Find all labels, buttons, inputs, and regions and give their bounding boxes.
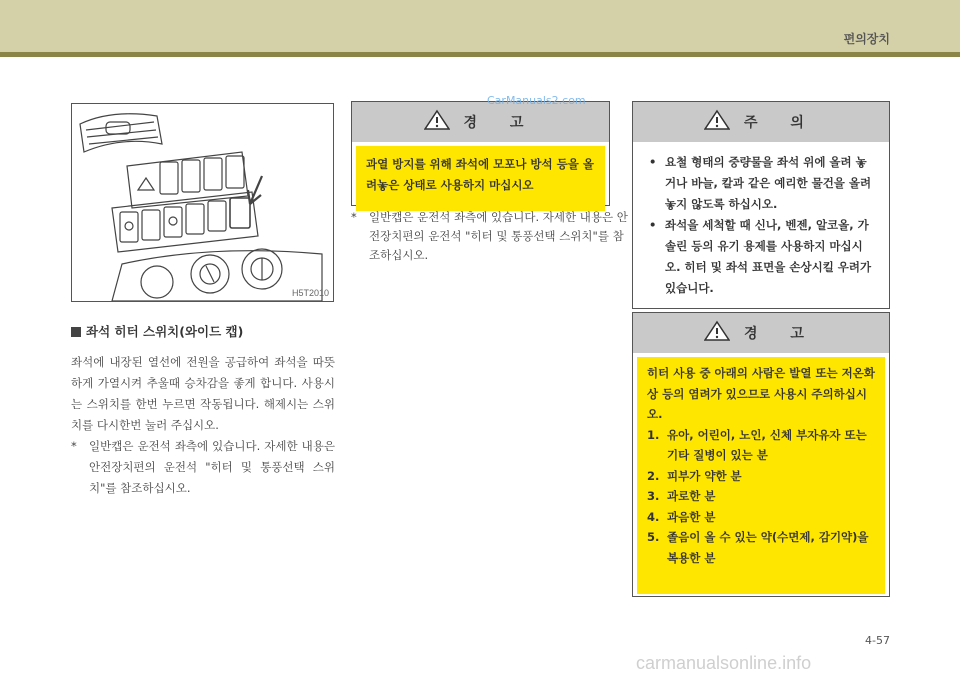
mid-note (351, 208, 631, 265)
header-bar (0, 0, 960, 52)
section-title: 편의장치 (843, 32, 890, 46)
warning-header (352, 102, 609, 142)
square-bullet-icon (71, 327, 81, 337)
warning-box-burn (632, 312, 890, 597)
dashboard-illustration (71, 103, 334, 302)
caution-list (637, 146, 885, 305)
warning-box-overheat (351, 101, 610, 206)
warning-triangle-icon (704, 320, 730, 346)
caution-header (633, 102, 889, 142)
note-asterisk: * (71, 439, 77, 453)
warning-title: 경 고 (463, 115, 538, 131)
body-note (71, 436, 335, 499)
watermark-bottom: carmanualsonline.info (636, 653, 812, 673)
warning-text: 과열 방지를 위해 좌석에 모포나 방석 등을 올려놓은 상태로 사용하지 마십시오 (356, 146, 605, 211)
warning-item: 2. 피부가 약한 분 (647, 468, 742, 483)
warning-item: 4. 과음한 분 (647, 509, 716, 524)
watermark-top: CarManuals2.com (487, 94, 586, 107)
header-divider (0, 52, 960, 57)
caution-item: • 좌석을 세척할 때 신나, 벤젠, 알코올, 가솔린 등의 유기 용제를 사용하지 마십시오. 히터 및 좌석 표면을 손상시킬 우려가 있습니다. (649, 218, 872, 295)
figure-code: H5T2010 (291, 288, 329, 298)
warning-triangle-icon (424, 109, 450, 135)
caution-item: • 요철 형태의 중량물을 좌석 위에 올려 놓거나 바늘, 칼과 같은 예리한 물건을 올려 놓지 않도록 하십시오. (649, 155, 872, 211)
mid-note-text: 일반캡은 운전석 좌측에 있습니다. 자세한 내용은 안전장치편의 운전석 "히터 및 통풍선택 스위치"를 참조하십시오. (369, 210, 628, 262)
caution-title: 주 의 (744, 115, 818, 131)
page-number: 4-57 (865, 634, 890, 647)
note-text: 일반캡은 운전석 좌측에 있습니다. 자세한 내용은 안전장치편의 운전석 "히터 및 통풍선택 스위치"를 참조하십시오. (89, 439, 335, 495)
caution-box (632, 101, 890, 309)
warning-title: 경 고 (744, 326, 818, 342)
warning-item: 1. 유아, 어린이, 노인, 신체 부자유자 또는 기타 질병이 있는 분 (647, 427, 867, 462)
switch-panel-drawing (72, 104, 333, 301)
body-text (71, 352, 335, 499)
warning-item: 3. 과로한 분 (647, 489, 716, 503)
warning-burn-body (637, 357, 885, 594)
warning-header (633, 313, 889, 353)
note-asterisk: * (351, 210, 357, 224)
caution-triangle-icon (704, 109, 730, 135)
section-heading: 좌석 히터 스위치(와이드 캡) (71, 322, 243, 340)
body-paragraph: 좌석에 내장된 열선에 전원을 공급하여 좌석을 따뜻하게 가열시켜 추울때 승차감을 좋게 합니다. 사용시는 스위치를 한번 누르면 작동됩니다. 해제시는 스위치를 다시한번 눌러 주십시오. (71, 355, 335, 432)
warning-item: 5. 졸음이 올 수 있는 약(수면제, 감기약)을 복용한 분 (647, 530, 869, 565)
warning-intro: 히터 사용 중 아래의 사람은 발열 또는 저온화상 등의 염려가 있으므로 사용시 주의하십시오. (647, 366, 875, 421)
